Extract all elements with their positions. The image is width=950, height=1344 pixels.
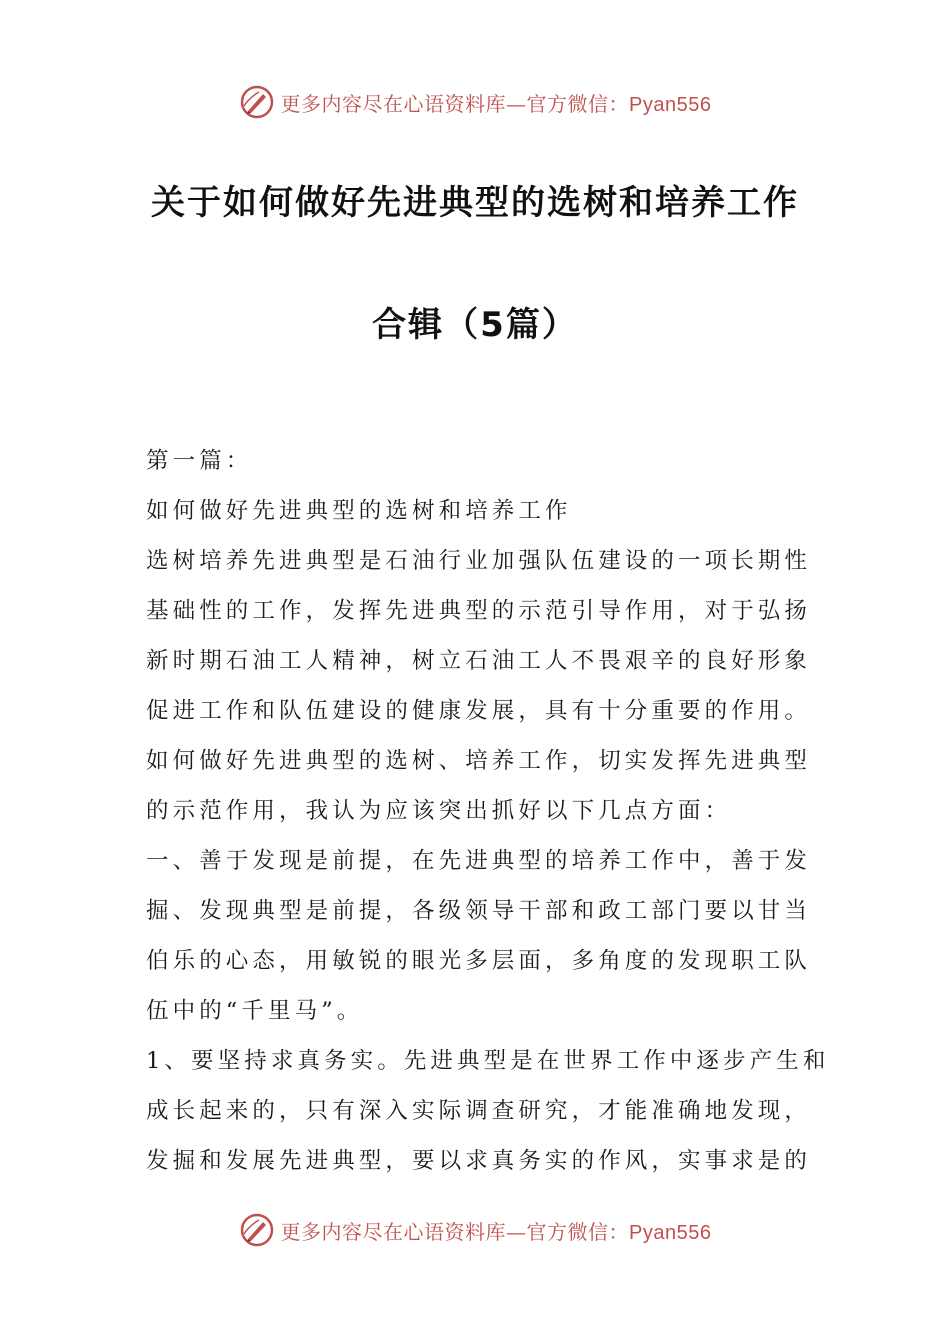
body-line: 1、要坚持求真务实。先进典型是在世界工作中逐步产生和 [146, 1048, 830, 1074]
body-line: 选树培养先进典型是石油行业加强队伍建设的一项长期性 [146, 548, 812, 574]
banner-text: 更多内容尽在心语资料库—官方微信：Pyan556 [280, 91, 712, 116]
body-line: 伯乐的心态，用敏锐的眼光多层面，多角度的发现职工队 [146, 948, 812, 974]
body-line: 新时期石油工人精神，树立石油工人不畏艰辛的良好形象 [146, 648, 812, 674]
body-line: 掘、发现典型是前提，各级领导干部和政工部门要以甘当 [146, 898, 812, 924]
body-line: 发掘和发展先进典型，要以求真务实的作风，实事求是的 [146, 1148, 812, 1174]
header-banner [0, 82, 950, 122]
section-title: 如何做好先进典型的选树和培养工作 [146, 498, 572, 524]
pen-logo-icon [239, 84, 275, 120]
document-body [146, 436, 830, 1186]
body-line: 的示范作用，我认为应该突出抓好以下几点方面： [146, 798, 732, 824]
pen-logo-icon [239, 1212, 275, 1248]
banner-text: 更多内容尽在心语资料库—官方微信：Pyan556 [280, 1219, 712, 1244]
body-line: 成长起来的，只有深入实际调查研究，才能准确地发现， [146, 1098, 812, 1124]
body-line: 促进工作和队伍建设的健康发展，具有十分重要的作用。 [146, 698, 812, 724]
body-line: 伍中的“千里马”。 [146, 998, 364, 1024]
body-line: 基础性的工作，发挥先进典型的示范引导作用，对于弘扬 [146, 598, 812, 624]
footer-banner [0, 1210, 950, 1250]
document-title-line1: 关于如何做好先进典型的选树和培养工作 [151, 183, 799, 223]
document-title-line2: 合辑（5篇） [372, 305, 578, 345]
body-line: 一、善于发现是前提，在先进典型的培养工作中，善于发 [146, 848, 812, 874]
section-label: 第一篇： [146, 448, 253, 474]
body-line: 如何做好先进典型的选树、培养工作，切实发挥先进典型 [146, 748, 812, 774]
